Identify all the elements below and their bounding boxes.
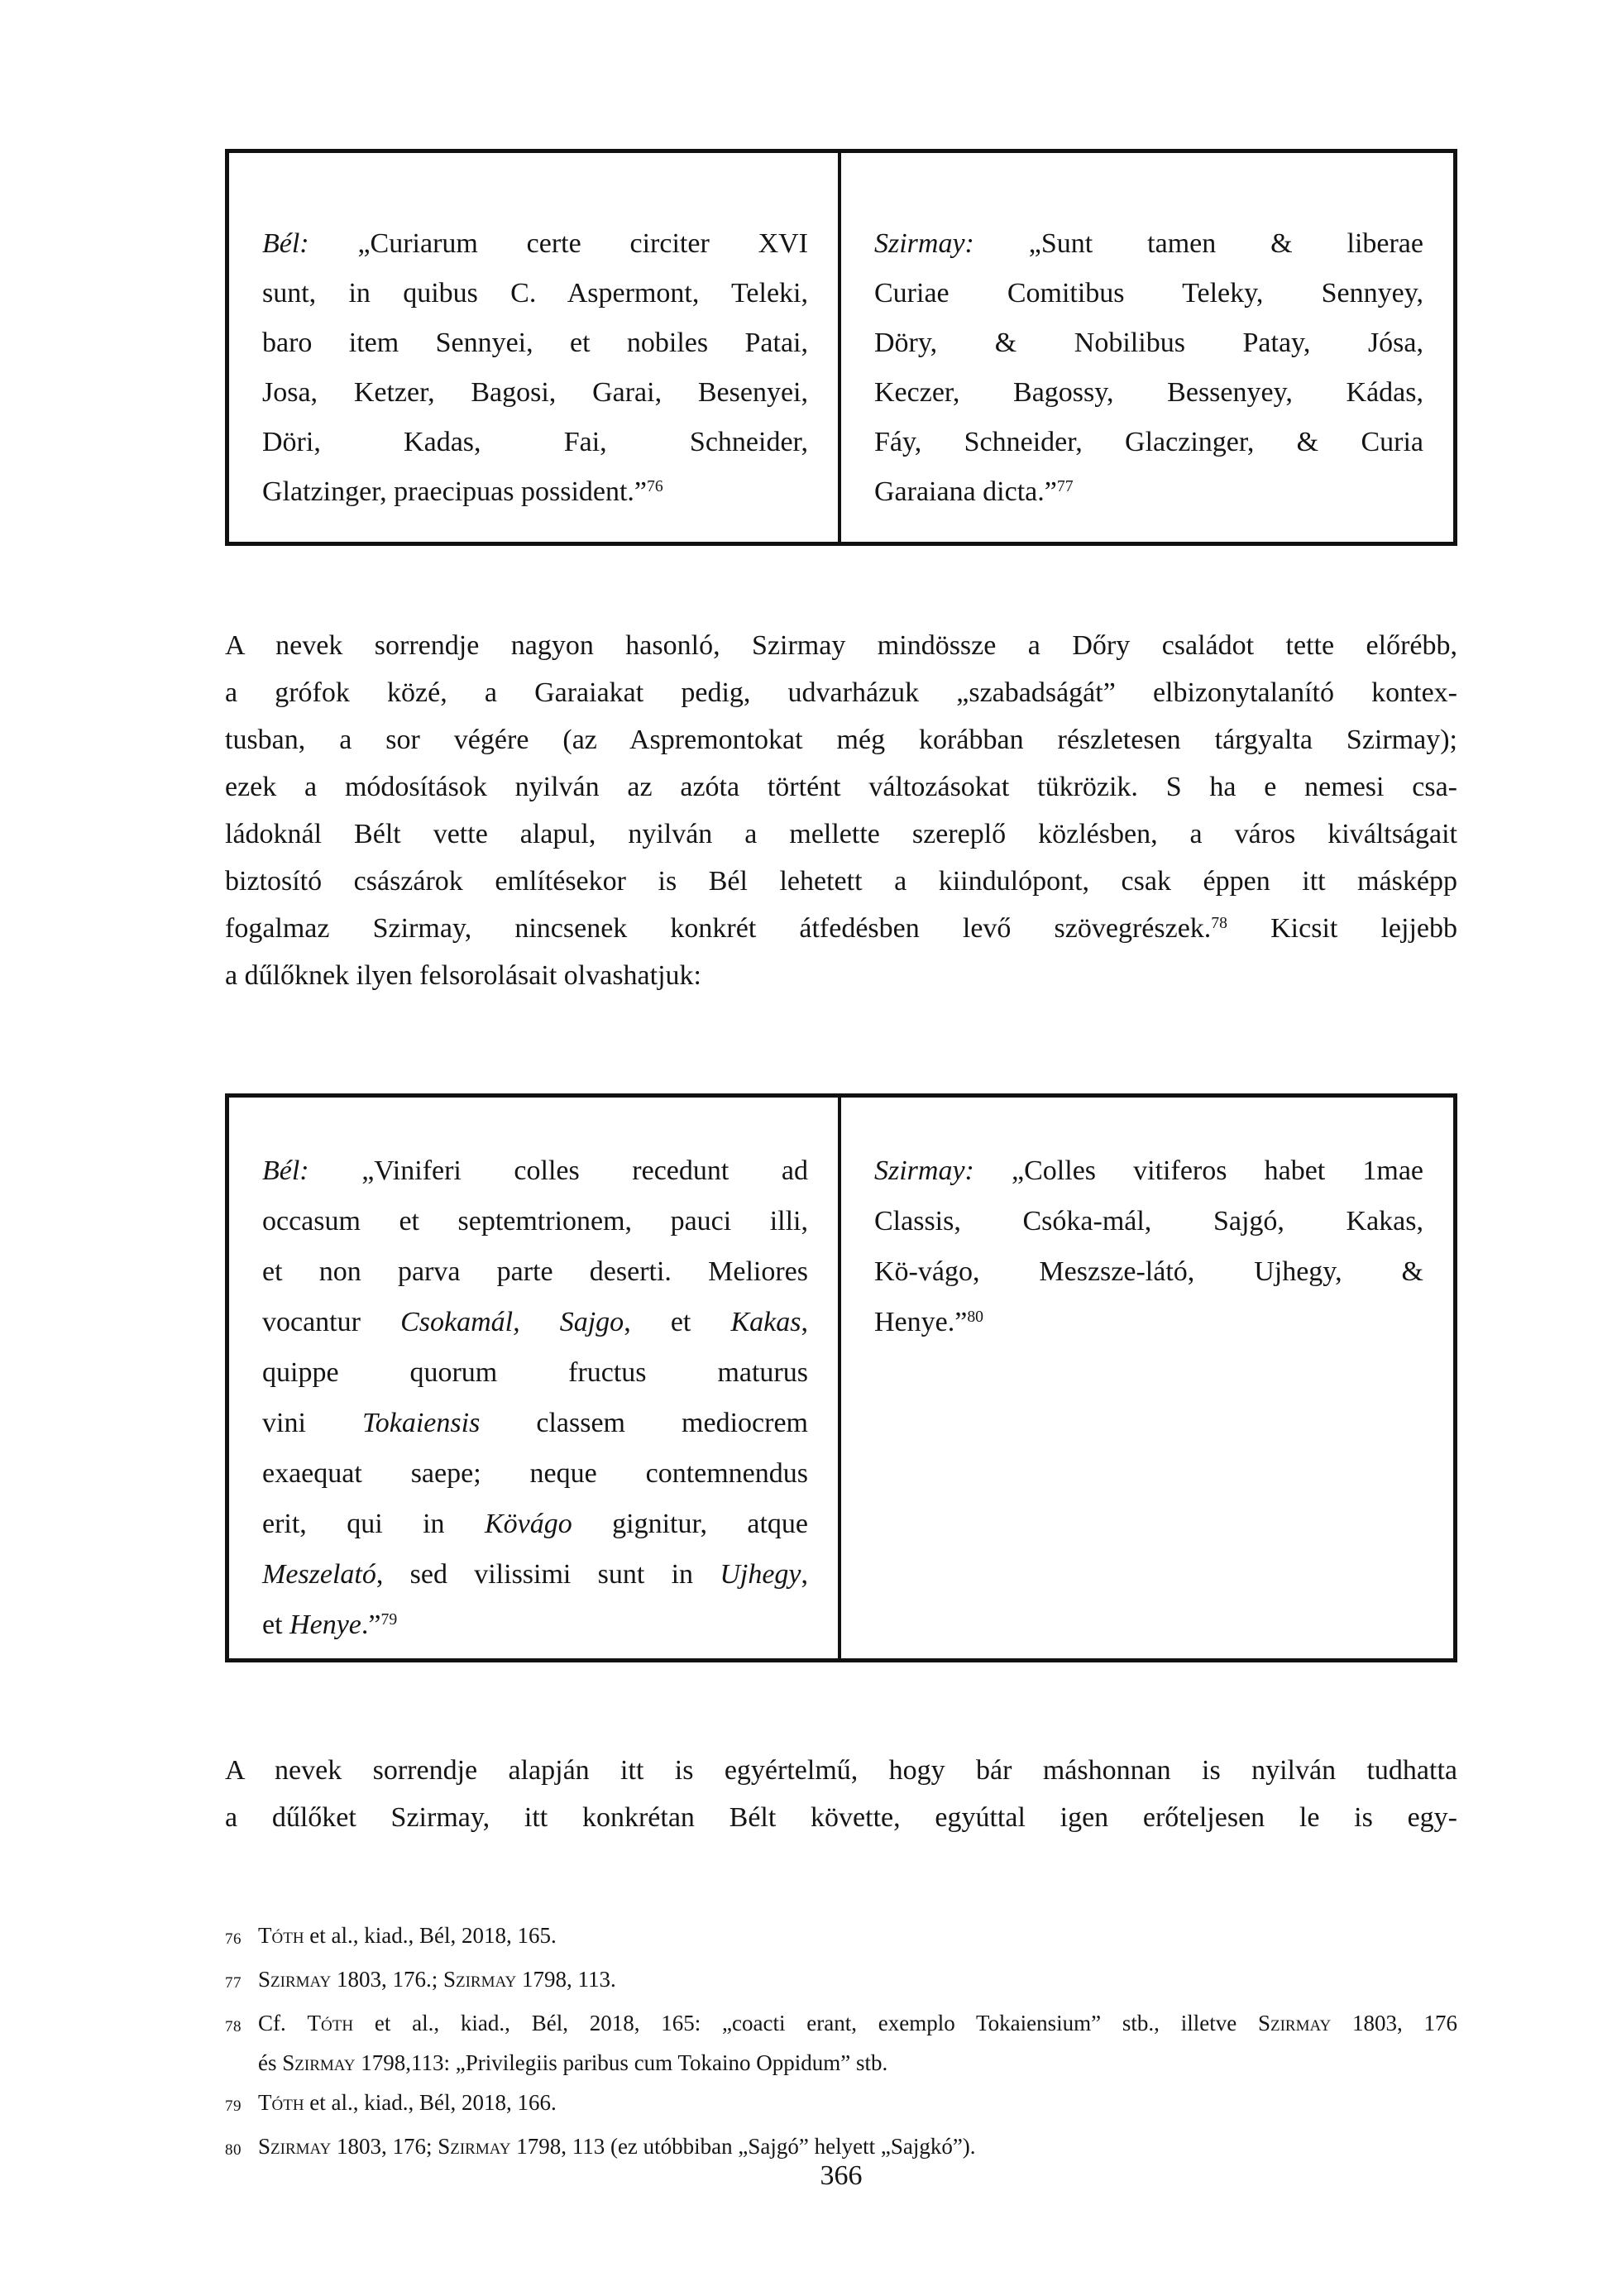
text-line: Szirmay 1803, 176.; Szirmay 1798, 113. [258,1967,616,1992]
text-line: Döri, Kadas, Fai, Schneider, [262,427,808,457]
footnote-number: 79 [225,2097,242,2115]
quote-comparison-table-colles [225,1093,1457,1662]
text-line: Szirmay: „Sunt tamen & liberae [874,228,1423,259]
footnote-79 [225,2083,1457,2126]
text-line: Fáy, Schneider, Glaczinger, & Curia [874,427,1423,457]
text-line: a dűlőknek ilyen felsorolásait olvashatjuk: [225,960,701,991]
paragraph-conclusion [225,1747,1457,1841]
quote-cell-szirmay-colles [841,1098,1453,1658]
footnote-number: 77 [225,1974,242,1992]
footnote-ref: 80 [967,1308,984,1327]
footnote-76 [225,1916,1457,1959]
text-line: Tóth et al., kiad., Bél, 2018, 166. [258,2090,557,2115]
text-line: Josa, Ketzer, Bagosi, Garai, Besenyei, [262,377,808,408]
text-line: A nevek sorrendje alapján itt is egyértelmű, hogy bár máshonnan is nyilván tudhatta [225,1755,1457,1786]
paragraph-names-order [225,622,1457,999]
text-line: Classis, Csóka-mál, Sajgó, Kakas, [874,1206,1423,1236]
text-line: Meszelató, sed vilissimi sunt in Ujhegy, [262,1559,808,1590]
text-line: Kö-vágo, Meszsze-látó, Ujhegy, & [874,1256,1423,1287]
text-line: Cf. Tóth et al., kiad., Bél, 2018, 165: „coacti erant, exemplo Tokaiensium” stb., illetve Szirmay 1803, 176 [258,2011,1458,2035]
text-line: a grófok közé, a Garaiakat pedig, udvarházuk „szabadságát” elbizonytalanító kontex- [225,677,1457,708]
footnote-text [258,2003,1457,2083]
footnote-number: 76 [225,1930,242,1948]
text-line: Szirmay: „Colles vitiferos habet 1mae [874,1155,1423,1186]
text-line: biztosító császárok említésekor is Bél lehetett a kiindulópont, csak éppen itt másképp [225,866,1457,897]
text-line: Henye.”$^{80}$ [874,1307,984,1337]
footnotes-section [225,1916,1457,2170]
footnote-77 [225,1959,1457,2003]
footnote-ref: 77 [1056,477,1074,496]
quote-cell-bel-curiae [229,153,841,542]
text-line: Tóth et al., kiad., Bél, 2018, 165. [258,1923,557,1948]
footnote-78 [225,2003,1457,2083]
text-line: Döry, & Nobilibus Patay, Jósa, [874,328,1423,358]
text-line: tusban, a sor végére (az Aspremontokat még korábban részletesen tárgyalta Szirmay); [225,725,1457,755]
quote-comparison-table-curiae [225,149,1457,546]
text-line: et Henye.”$^{79}$ [262,1610,398,1640]
text-line: Szirmay 1803, 176; Szirmay 1798, 113 (ez utóbbiban „Sajgó” helyett „Sajgkó”). [258,2134,976,2159]
text-line: Garaiana dicta.”$^{77}$ [874,476,1074,507]
text-line: ládoknál Bélt vette alapul, nyilván a mellette szereplő közlésben, a város kiváltságait [225,819,1457,849]
footnote-ref: 79 [380,1610,398,1629]
text-line: Bél: „Viniferi colles recedunt ad [262,1155,808,1186]
text-line: exaequat saepe; neque contemnendus [262,1458,808,1489]
page-number: 366 [820,2160,863,2191]
footnote-number: 80 [225,2141,242,2159]
text-line: erit, qui in Kövágo gignitur, atque [262,1509,808,1539]
text-line: sunt, in quibus C. Aspermont, Teleki, [262,278,808,309]
text-line: Keczer, Bagossy, Bessenyey, Kádas, [874,377,1423,408]
text-line: és Szirmay 1798,113: „Privilegiis paribus cum Tokaino Oppidum” stb. [258,2050,888,2075]
text-line: et non parva parte deserti. Meliores [262,1256,808,1287]
text-line: Glatzinger, praecipuas possident.”$^{76}$ [262,476,663,507]
text-line: vocantur Csokamál, Sajgo, et Kakas, [262,1307,808,1337]
footnote-ref: 78 [1211,914,1227,933]
text-line: fogalmaz Szirmay, nincsenek konkrét átfedésben levő szövegrészek.$^{78}$ Kicsit lejjebb [225,913,1457,944]
text-line: Bél: „Curiarum certe circiter XVI [262,228,808,259]
footnote-number: 78 [225,2018,242,2035]
text-line: vini Tokaiensis classem mediocrem [262,1408,808,1438]
text-line: ezek a módosítások nyilván az azóta történt változásokat tükrözik. S ha e nemesi csa- [225,772,1457,802]
footnote-text [258,1916,1457,1955]
footnote-ref: 76 [647,477,663,496]
quote-cell-szirmay-curiae [841,153,1453,542]
text-line: A nevek sorrendje nagyon hasonló, Szirmay mindössze a Dőry családot tette előrébb, [225,630,1457,661]
footnote-text [258,1959,1457,1999]
text-line: a dűlőket Szirmay, itt konkrétan Bélt követte, egyúttal igen erőteljesen le is egy- [225,1802,1457,1833]
footnote-text [258,2083,1457,2122]
text-line: quippe quorum fructus maturus [262,1357,808,1388]
text-line: baro item Sennyei, et nobiles Patai, [262,328,808,358]
text-line: occasum et septemtrionem, pauci illi, [262,1206,808,1236]
quote-cell-bel-colles [229,1098,841,1658]
text-line: Curiae Comitibus Teleky, Sennyey, [874,278,1423,309]
